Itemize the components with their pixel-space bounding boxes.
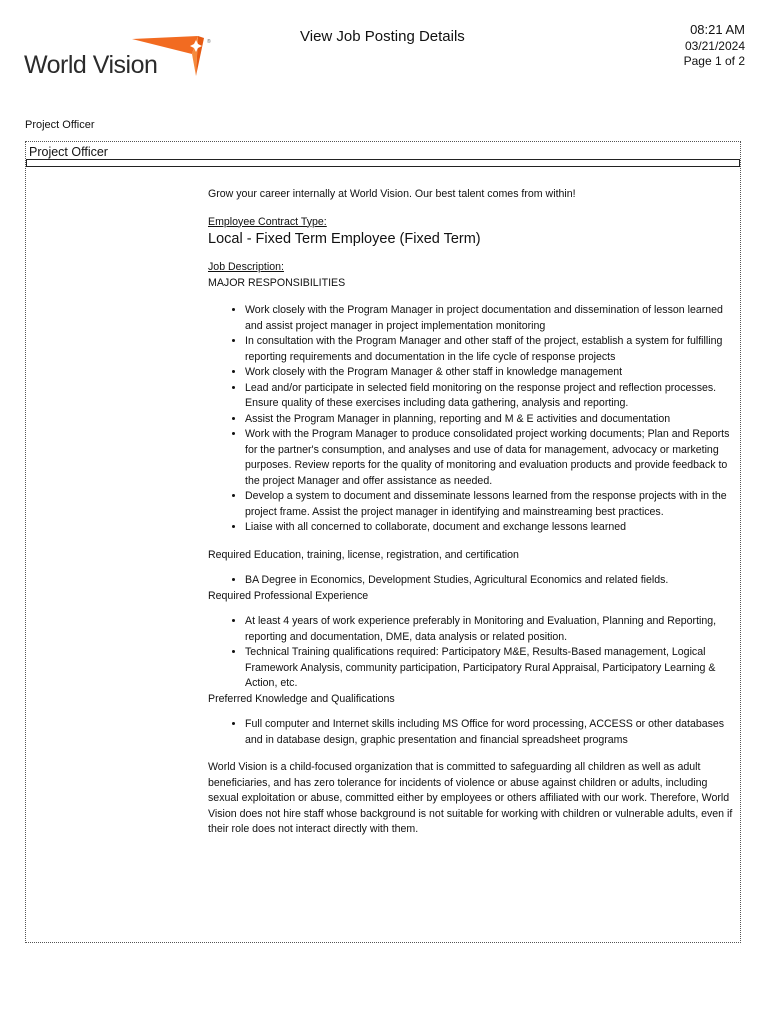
list-item: • In consultation with the Program Manager and other staff of the project, establish a system for fulfilling reporting requirements and documentation in the life cycle of response projects: [245, 334, 738, 365]
document-title: View Job Posting Details: [300, 28, 465, 45]
list-item: • At least 4 years of work experience preferably in Monitoring and Evaluation, Planning and Reporting, reporting and documentation, DME, data analysis or related position.: [245, 614, 738, 645]
page-number: Page 1 of 2: [683, 54, 745, 68]
list-item: • Develop a system to document and disseminate lessons learned from the response projects with in the project frame. Assist the project manager in identifying and mainstreaming best practices.: [245, 489, 738, 520]
contract-type-label: Employee Contract Type:: [208, 215, 327, 228]
preferred-list: [208, 717, 738, 748]
list-item: • Assist the Program Manager in planning, reporting and M & E activities and documentation: [245, 412, 738, 428]
experience-list: [208, 614, 738, 692]
list-item: • Work closely with the Program Manager in project documentation and dissemination of lesson learned and assist project manager in project implementation monitoring: [245, 303, 738, 334]
responsibilities-list: [208, 303, 738, 536]
experience-heading: Required Professional Experience: [208, 589, 369, 602]
intro-text: Grow your career internally at World Vision. Our best talent comes from within!: [208, 188, 576, 200]
print-meta: [684, 22, 745, 69]
world-vision-logo: [24, 36, 211, 80]
job-description-label: Job Description:: [208, 261, 284, 273]
list-item: • Work with the Program Manager to produce consolidated project working documents; Plan and Reports for the partner's consumption, and analyses and use of data for management, advocacy or marketing purposes. Review reports for the quality of monitoring and evaluation products and provide feedback to the project Manager and offer assistance as needed.: [245, 427, 738, 489]
svg-text:®: ®: [207, 39, 211, 45]
list-item: • Full computer and Internet skills including MS Office for word processing, ACCESS or other databases and in database design, graphic presentation and financial spreadsheet programs: [245, 717, 738, 748]
frame-title: Project Officer: [29, 145, 108, 159]
frame-divider-bar: [26, 159, 740, 167]
list-item: • Lead and/or participate in selected field monitoring on the response project and reflection processes. Ensure quality of these exercises including data gathering, analysis and reporting.: [245, 381, 738, 412]
list-item: • Work closely with the Program Manager & other staff in knowledge management: [245, 365, 738, 381]
section-label: Project Officer: [25, 119, 95, 131]
major-responsibilities-heading: MAJOR RESPONSIBILITIES: [208, 276, 346, 289]
list-item: • Technical Training qualifications required: Participatory M&E, Results-Based management, Logical Framework Analysis, community participation, Participatory Rural Appraisal, Participatory Learning & Action, etc.: [245, 645, 738, 692]
contract-type-value: Local - Fixed Term Employee (Fixed Term): [208, 231, 481, 247]
print-time: 08:21 AM: [690, 22, 745, 37]
education-list: [208, 573, 738, 589]
logo-text: World Vision: [24, 51, 158, 79]
list-item: • Liaise with all concerned to collaborate, document and exchange lessons learned: [245, 520, 738, 536]
job-posting-content: [208, 187, 738, 838]
education-heading: Required Education, training, license, registration, and certification: [208, 548, 519, 561]
list-item: • BA Degree in Economics, Development Studies, Agricultural Economics and related fields.: [245, 573, 738, 589]
print-date: 03/21/2024: [684, 39, 745, 53]
logo-mark-icon: [132, 36, 220, 76]
preferred-heading: Preferred Knowledge and Qualifications: [208, 692, 395, 705]
safeguarding-statement: World Vision is a child-focused organization that is committed to safeguarding all children as well as adult beneficiaries, and has zero tolerance for incidents of violence or abuse against children or adults, including sexual exploitation or abuse, committed either by employees or others affiliated with our work. Therefore, World Vision does not hire staff whose background is not suitable for working with children or vulnerable adults, even if their role does not interact directly with them.: [208, 761, 733, 835]
